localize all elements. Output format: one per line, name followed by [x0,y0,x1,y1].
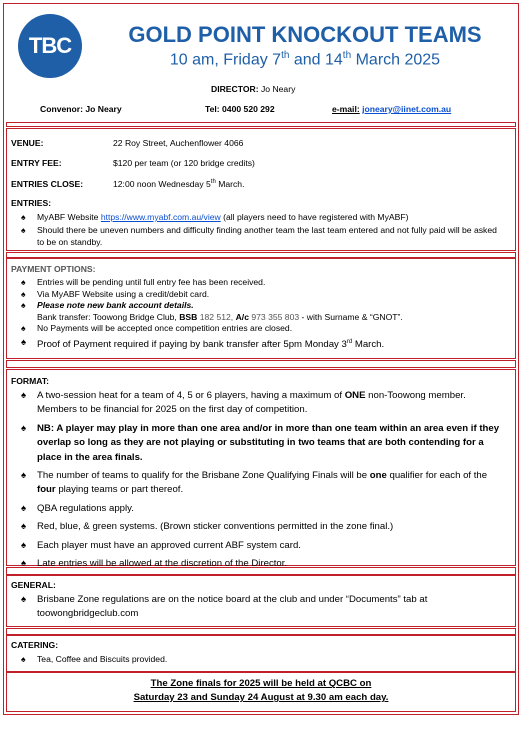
spade-bullet-icon: ♠ [21,336,27,348]
spade-bullet-icon: ♠ [21,539,27,551]
list-item: ♠ Please note new bank account details. Bank transfer: Toowong Bridge Club, BSB 182 512, A/c 973 355 803 - with Surname & “GNOT”. [21,300,403,322]
spade-bullet-icon: ♠ [21,300,26,311]
list-item: ♠ Tea, Coffee and Biscuits provided. [21,654,168,664]
list-item: ♠ The number of teams to qualify for the Brisbane Zone Qualifying Finals will be one qualifier for each of the four playing teams or part thereof. [21,470,488,496]
entries-list [11,211,501,249]
list-item: ♠ Red, blue, & green systems. (Brown sticker conventions permitted in the zone final.) [11,520,501,534]
entry-fee-label: ENTRY FEE: [11,158,62,168]
format-label: FORMAT: [11,376,50,386]
spade-bullet-icon: ♠ [21,470,27,482]
director-line: DIRECTOR: Jo Neary [211,84,296,94]
catering-list [11,653,501,665]
divider [6,360,516,368]
list-item: ♠ NB: A player may play in more than one area and/or in more than one team within an area even if they overlap so long as they are not playing or substituting in two teams that are both contending for a place in the area finals. [21,422,500,463]
list-item: ♠ Brisbane Zone regulations are on the notice board at the club and under “Documents” tab at toowongbridgeclub.com [21,594,428,619]
entry-fee-value: $120 per team (or 120 bridge credits) [113,158,255,168]
divider [6,567,516,575]
payment-section [6,258,516,359]
spade-bullet-icon: ♠ [21,422,27,434]
format-list [11,389,501,571]
list-item: ♠ Proof of Payment required if paying by bank transfer after 5pm Monday 3rd March. [21,336,385,351]
venue-label: VENUE: [11,138,44,148]
email-line: e-mail: joneary@iinet.com.au [332,104,452,114]
spade-bullet-icon: ♠ [21,288,26,299]
spade-bullet-icon: ♠ [21,558,27,570]
list-item: ♠ Each player must have an approved current ABF system card. [11,539,501,553]
spade-bullet-icon: ♠ [21,521,27,533]
list-item: ♠ Should there be uneven numbers and difficulty finding another team the last team entered and not fully paid will be asked to be on standby. [21,224,497,247]
format-section [6,369,516,570]
entries-close-value: 12:00 noon Wednesday 5th March. [113,179,245,189]
list-item: ♠ Via MyABF Website using a credit/debit card. [21,288,210,299]
venue-section [6,128,516,251]
venue-value: 22 Roy Street, Auchenflower 4066 [113,138,244,148]
zone-finals-notice: The Zone finals for 2025 will be held at QCBC on Saturday 23 and Sunday 24 August at 9.30 am each day. [133,678,389,703]
spade-bullet-icon: ♠ [21,277,26,287]
page-title: GOLD POINT KNOCKOUT TEAMS [128,22,482,47]
catering-section [6,635,516,672]
spade-bullet-icon: ♠ [21,502,27,514]
list-item: ♠ Late entries will be allowed at the discretion of the Director. [11,557,501,571]
header-divider [6,122,516,127]
list-item: ♠ Entries will be pending until full entry fee has been received. [21,277,266,287]
payment-list [11,277,501,351]
list-item: ♠ MyABF Website https://www.myabf.com.au/view (all players need to have registered with MyABF) [21,212,409,222]
payment-label: PAYMENT OPTIONS: [11,264,96,274]
event-dates: 10 am, Friday 7th and 14th March 2025 [169,50,441,69]
entries-close-label: ENTRIES CLOSE: [11,179,84,189]
spade-bullet-icon: ♠ [21,224,26,235]
catering-label: CATERING: [11,640,59,650]
footer-section [6,672,516,712]
spade-bullet-icon: ♠ [21,212,26,222]
convenor-line: Convenor: Jo Neary [40,104,122,114]
telephone-line: Tel: 0400 520 292 [205,104,275,114]
general-section [6,575,516,627]
list-item: ♠ QBA regulations apply. [11,502,501,516]
myabf-link[interactable]: https://www.myabf.com.au/view [100,212,221,222]
entries-label: ENTRIES: [11,198,52,208]
list-item: ♠ A two-session heat for a team of 4, 5 or 6 players, having a maximum of ONE non-Toowong member. Members to be financial for 2025 on the first day of competition. [21,390,466,416]
spade-bullet-icon: ♠ [21,323,26,334]
general-label: GENERAL: [11,580,56,590]
divider [6,628,516,635]
list-item: ♠ No Payments will be accepted once competition entries are closed. [21,323,293,334]
general-list [11,593,501,621]
email-link[interactable]: joneary@iinet.com.au [362,104,452,114]
spade-bullet-icon: ♠ [21,390,27,401]
spade-bullet-icon: ♠ [21,594,27,605]
club-logo: TBC [18,14,82,78]
spade-bullet-icon: ♠ [21,654,26,664]
